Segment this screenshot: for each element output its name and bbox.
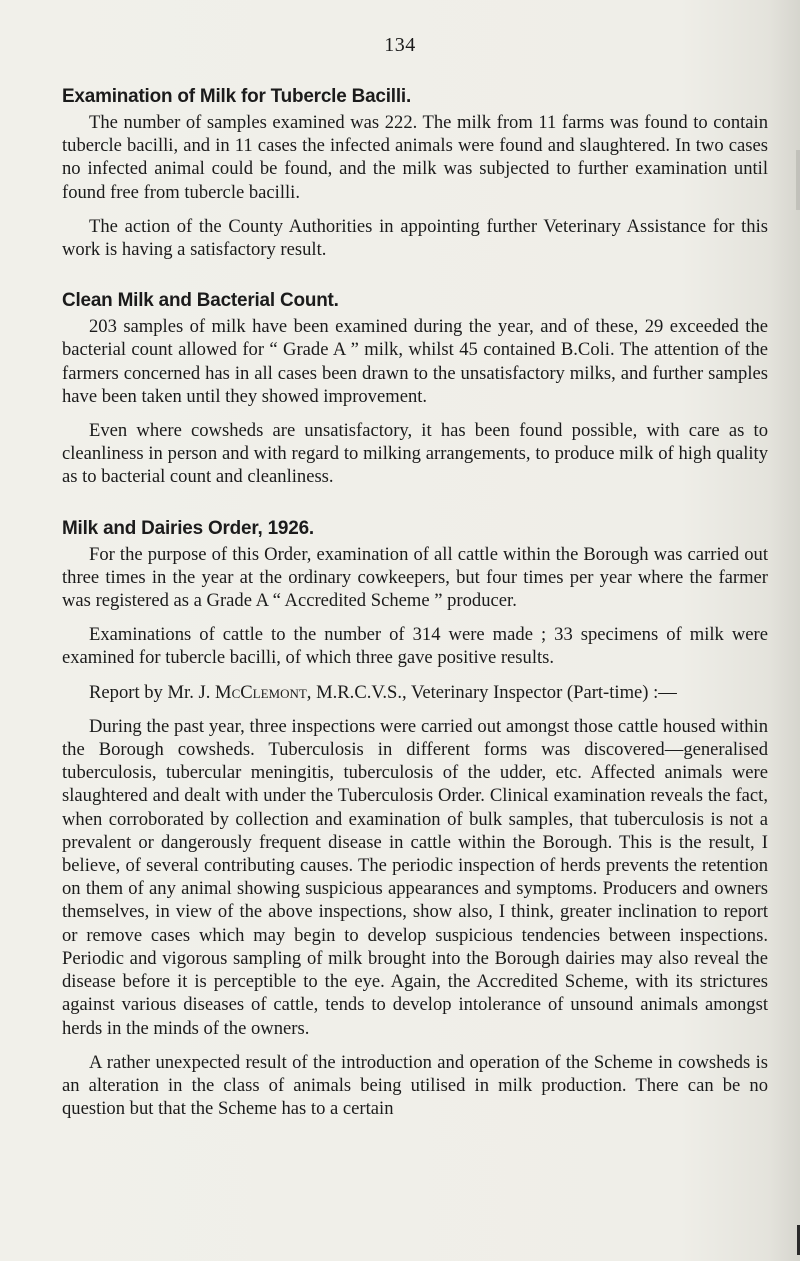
paragraph: For the purpose of this Order, examination of all cattle within the Borough was carried out three times in the year at the ordinary cowkeepers, but four times per year where the farmer was registered as a Grade A “ Accredited Scheme ” producer. — [62, 543, 768, 612]
paragraph: The number of samples examined was 222. The milk from 11 farms was found to contain tubercle bacilli, and in 11 cases the infected animals were found and slaughtered. In two cases no infected animal could be found, and the milk was subjected to further examination until found free from tubercle bacilli. — [62, 112, 768, 203]
section-heading: Examination of Milk for Tubercle Bacilli. — [62, 85, 412, 107]
paragraph: During the past year, three inspections were carried out amongst those cattle housed within the Borough cowsheds. Tuberculosis in different forms was discovered—generalised tuberculosis, tubercular meningitis, tuberculosis of the udder, etc. Affected animals were slaughtered and dealt with under the Tuberculosis Order. Clinical examination reveals the fact, when corroborated by collection and examination of bulk samples, that tuberculosis is not a prevalent or dangerously frequent disease in cattle within the Borough. This is the result, I believe, of several contributing causes. The periodic inspection of herds prevents the retention on them of any animal showing suspicious appearances and symptoms. Producers and owners themselves, in view of the above inspections, show also, I think, greater inclination to report or remove cases which may begin to develop suspicious tendencies between inspections. Periodic and vigorous sampling of milk brought into the Borough dairies may also reveal the disease before it is perceptible to the eye. Again, the Accredited Scheme, with its strictures against various diseases of cattle, tends to develop intolerance of unsound animals amongst herds in the minds of the owners. — [62, 715, 768, 1039]
section-heading: Clean Milk and Bacterial Count. — [62, 289, 339, 312]
section-milk-dairies-order — [62, 515, 768, 1121]
paragraph: 203 samples of milk have been examined during the year, and of these, 29 exceeded the bacterial count allowed for “ Grade A ” milk, whilst 45 contained B.Coli. The attention of the farmers concerned has in all cases been drawn to the unsatisfactory milks, and further samples have been taken until they showed improvement. — [62, 316, 768, 407]
section-heading: Milk and Dairies Order, 1926. — [62, 516, 314, 539]
paragraph: Even where cowsheds are unsatisfactory, it has been found possible, with care as to cleanliness in person and with regard to milking arrangements, to produce milk of high quality as to bacterial count and cleanliness. — [62, 420, 768, 488]
paragraph: Examinations of cattle to the number of 314 were made ; 33 specimens of milk were examined for tubercle bacilli, of which three gave positive results. — [62, 624, 768, 669]
report-suffix: , M.R.C.V.S., Veterinary Inspector (Part-time) :— — [306, 681, 677, 703]
report-prefix: Report by Mr. J. — [89, 681, 216, 703]
paragraph: The action of the County Authorities in appointing further Veterinary Assistance for this work is having a satisfactory result. — [62, 215, 768, 261]
page-edge-shadow — [796, 150, 800, 210]
section-clean-milk — [62, 287, 768, 488]
section-tubercle-bacilli — [62, 83, 768, 261]
paragraph: A rather unexpected result of the introduction and operation of the Scheme in cowsheds is an alteration in the class of animals being utilised in milk production. There can be no question but that the Scheme has to a certain — [62, 1051, 768, 1120]
page-number: 134 — [384, 34, 416, 56]
document-body — [62, 83, 768, 1120]
inspector-name: McClemont — [215, 681, 307, 703]
report-attribution — [62, 681, 768, 704]
